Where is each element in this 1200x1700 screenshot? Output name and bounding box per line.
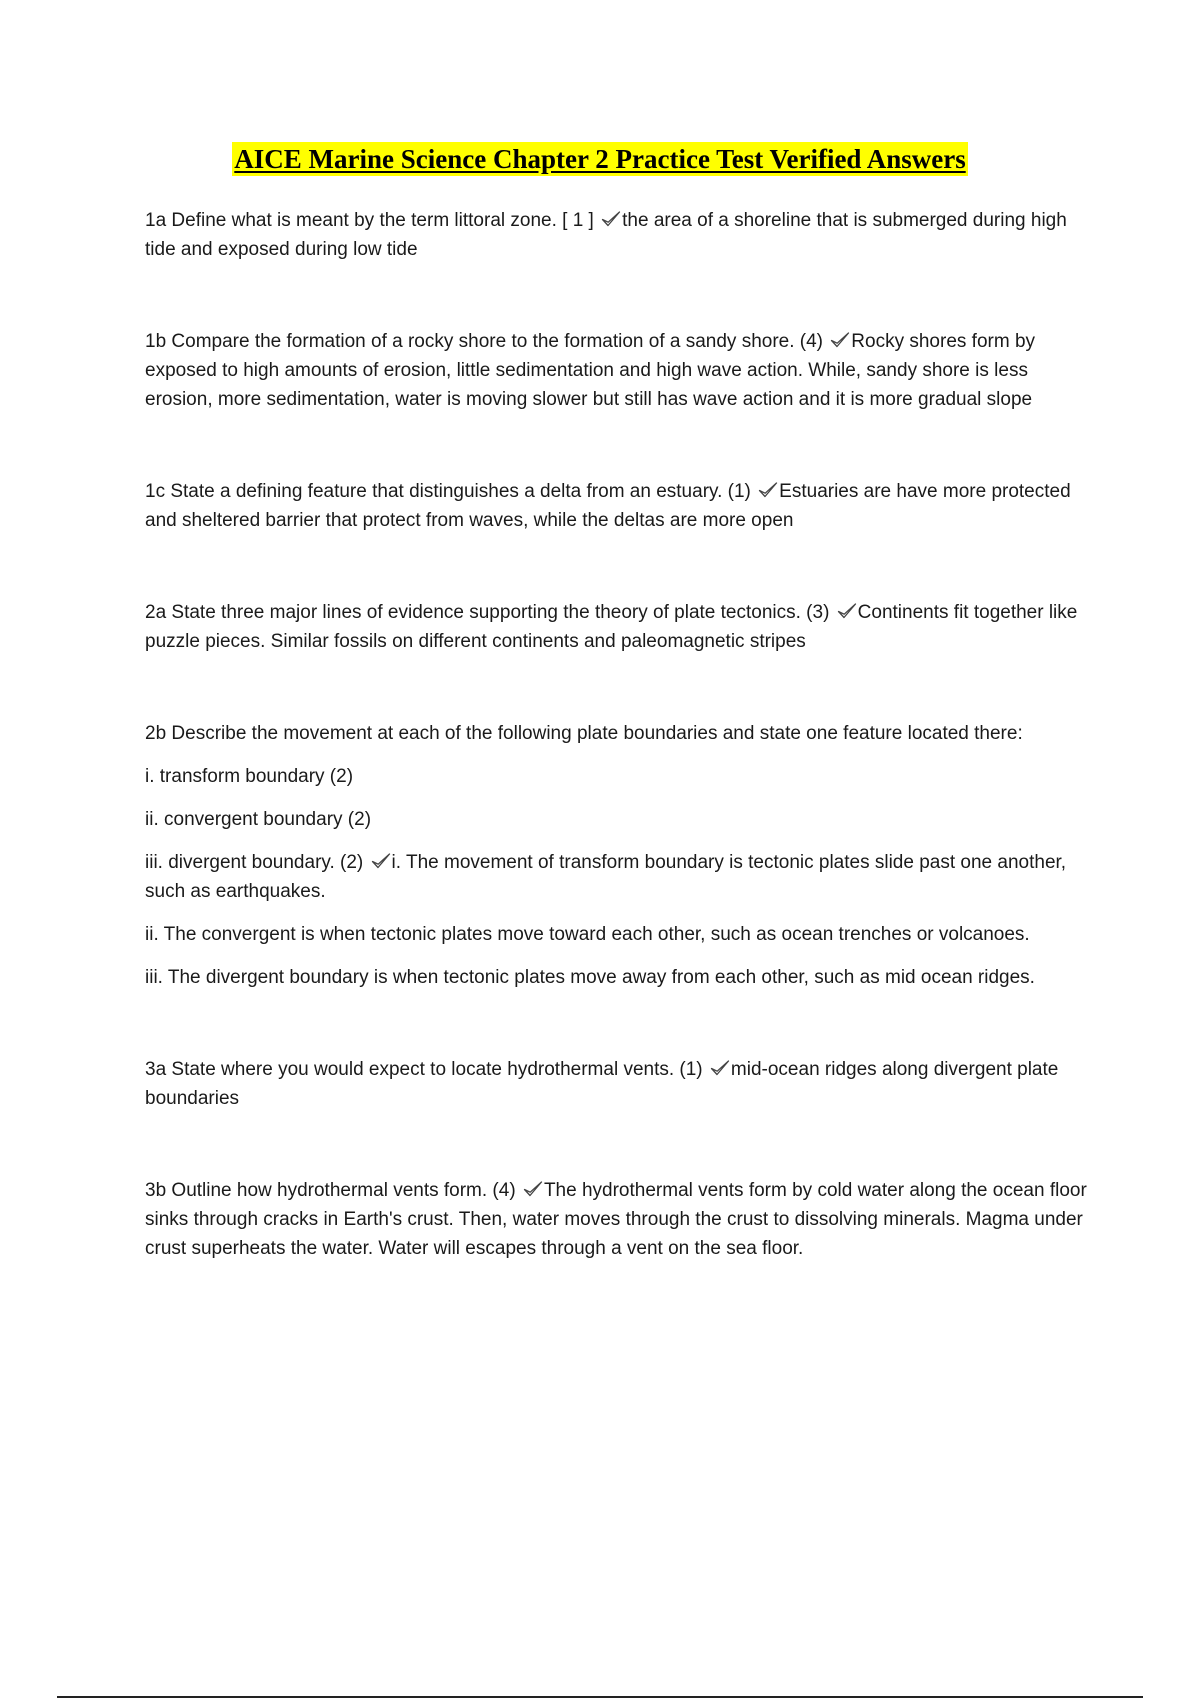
answer-text: ii. The convergent is when tectonic plates move toward each other, such as ocean trenches or volcanoes. bbox=[145, 924, 1030, 945]
check-icon bbox=[710, 1059, 730, 1077]
check-icon bbox=[758, 481, 778, 499]
question-text: 3b Outline how hydrothermal vents form. (4) bbox=[145, 1180, 516, 1201]
question-3b bbox=[145, 1176, 1095, 1263]
answer-2b-iii bbox=[145, 963, 1095, 992]
question-text: 2b Describe the movement at each of the following plate boundaries and state one feature located there: bbox=[145, 723, 1023, 744]
question-2b-part-ii bbox=[145, 805, 1095, 834]
question-2b-part-iii bbox=[145, 848, 1095, 906]
part-text: iii. divergent boundary. (2) bbox=[145, 852, 364, 873]
question-2b-part-i bbox=[145, 762, 1095, 791]
answer-text: mid-ocean ridges along divergent plate boundaries bbox=[145, 1059, 1059, 1109]
answer-text: Estuaries are have more protected and sheltered barrier that protect from waves, while the deltas are more open bbox=[145, 481, 1071, 531]
answer-text: i. The movement of transform boundary is tectonic plates slide past one another, such as earthquakes. bbox=[145, 852, 1067, 902]
answer-text: The hydrothermal vents form by cold water along the ocean floor sinks through cracks in Earth's crust. Then, water moves through the crust to dissolving minerals. Magma under crust superheats the water. Water will escapes through a vent on the sea floor. bbox=[145, 1180, 1087, 1259]
question-text: 1a Define what is meant by the term littoral zone. [ 1 ] bbox=[145, 210, 594, 231]
check-icon bbox=[371, 852, 391, 870]
document-body bbox=[145, 206, 1095, 1263]
part-text: i. transform boundary (2) bbox=[145, 766, 354, 787]
answer-text: Rocky shores form by exposed to high amounts of erosion, little sedimentation and high wave action. While, sandy shore is less erosion, more sedimentation, water is moving slower but still has wave action and it is more gradual slope bbox=[145, 331, 1036, 410]
check-icon bbox=[830, 331, 850, 349]
question-2b bbox=[145, 719, 1095, 748]
question-1a bbox=[145, 206, 1095, 264]
question-text: 1c State a defining feature that distinguishes a delta from an estuary. (1) bbox=[145, 481, 751, 502]
title-wrapper bbox=[0, 142, 1200, 176]
answer-text: Continents fit together like puzzle pieces. Similar fossils on different continents and paleomagnetic stripes bbox=[145, 602, 1078, 652]
question-text: 3a State where you would expect to locate hydrothermal vents. (1) bbox=[145, 1059, 703, 1080]
question-1b bbox=[145, 327, 1095, 414]
question-3a bbox=[145, 1055, 1095, 1113]
footer-divider bbox=[57, 1696, 1143, 1698]
answer-text: iii. The divergent boundary is when tectonic plates move away from each other, such as mid ocean ridges. bbox=[145, 967, 1035, 988]
check-icon bbox=[837, 602, 857, 620]
question-text: 1b Compare the formation of a rocky shore to the formation of a sandy shore. (4) bbox=[145, 331, 824, 352]
part-text: ii. convergent boundary (2) bbox=[145, 809, 372, 830]
answer-2b-ii bbox=[145, 920, 1095, 949]
question-2a bbox=[145, 598, 1095, 656]
check-icon bbox=[601, 210, 621, 228]
document-title: AICE Marine Science Chapter 2 Practice Test Verified Answers bbox=[234, 144, 966, 174]
question-1c bbox=[145, 477, 1095, 535]
question-text: 2a State three major lines of evidence supporting the theory of plate tectonics. (3) bbox=[145, 602, 830, 623]
answer-text: the area of a shoreline that is submerged during high tide and exposed during low tide bbox=[145, 210, 1067, 260]
check-icon bbox=[523, 1180, 543, 1198]
